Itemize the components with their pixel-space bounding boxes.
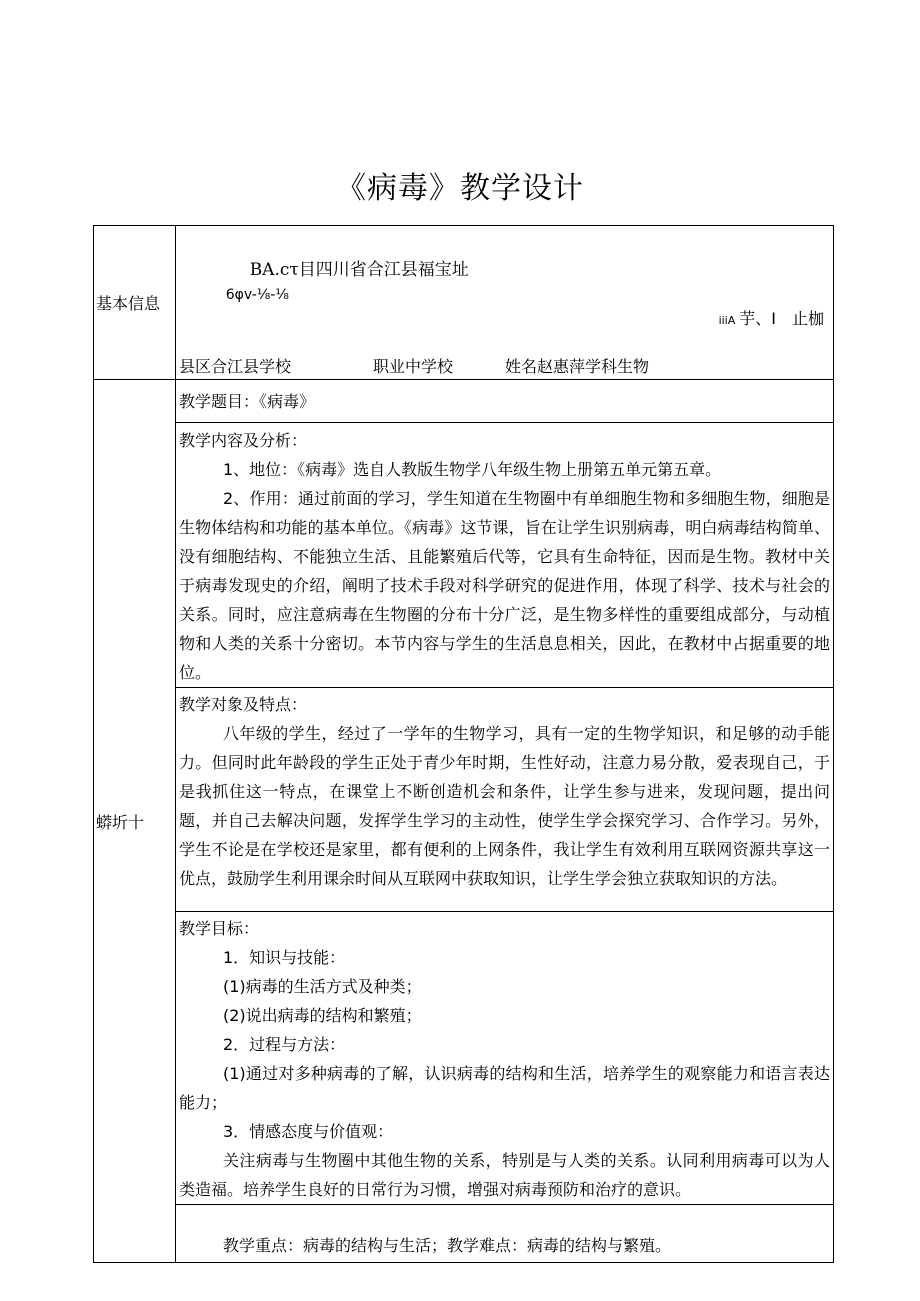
content-role: 2、作用：通过前面的学习，学生知道在生物圈中有单细胞生物和多细胞生物，细胞是生物体结构和功能的基本单位。《病毒》这节课，旨在让学生识别病毒，明白病毒结构简单、没有细胞结构、不能独立生活、且能繁殖后代等，它具有生命特征，因而是生物。教材中关于病毒发现史的介绍，阐明了技术手段对科学研究的促进作用，体现了科学、技术与社会的关系。同时，应注意病毒在生物圈的分布十分广泛，是生物多样性的重要组成部分，与动植物和人类的关系十分密切。本节内容与学生的生活息息相关，因此，在教材中占据重要的地位。 (179, 489, 830, 682)
topic-cell (176, 380, 834, 423)
knowledge-item-1: (1)病毒的生活方式及种类； (223, 977, 422, 996)
page-title: 《病毒》教学设计 (336, 171, 584, 206)
teacher-subject: 姓名赵惠萍学科生物 (505, 357, 650, 376)
content-analysis-cell (176, 423, 834, 688)
school-address: BA.cτ目四川省合江县福宝址 (249, 260, 469, 280)
objectives-heading: 教学目标： (179, 919, 260, 938)
address-code: 6φv-⅛-⅛ (225, 287, 289, 303)
students-text: 八年级的学生，经过了一学年的生物学习，具有一定的生物学知识，和足够的动手能力。但同时此年龄段的学生正处于青少年时期，生性好动，注意力易分散，爱表现自己，于是我抓住这一特点，在课堂上不断创造机会和条件，让学生参与进来，发现问题，提出问题，并自己去解决问题，发挥学生学习的主动性，使学生学会探究学习、合作学习。另外，学生不论是在学校还是家里，都有便利的上网条件，我让学生有效利用互联网资源共享这一优点，鼓励学生利用课余时间从互联网中获取知识，让学生学会独立获取知识的方法。 (179, 724, 830, 888)
emotion-title: 3．情感态度与价值观： (223, 1122, 394, 1141)
side-label: 蟒圻十 (94, 380, 176, 1263)
basic-info-right (719, 307, 824, 333)
basic-info-label: 基本信息 (94, 226, 176, 380)
basic-info-line-1 (179, 234, 830, 355)
basic-info-small-mark: iiiA (718, 314, 736, 327)
topic-row (94, 380, 834, 423)
county-school: 县区合江县学校 (179, 357, 292, 376)
objectives-row (94, 912, 834, 1205)
students-heading: 教学对象及特点： (179, 695, 308, 714)
key-points-row (94, 1205, 834, 1263)
basic-info-line-2 (179, 355, 830, 379)
knowledge-title: 1．知识与技能： (223, 948, 346, 967)
students-cell (176, 688, 834, 912)
content-analysis-row (94, 423, 834, 688)
process-title: 2．过程与方法： (223, 1035, 346, 1054)
knowledge-item-2: (2)说出病毒的结构和繁殖； (223, 1006, 422, 1025)
students-row (94, 688, 834, 912)
basic-info-row (94, 226, 834, 380)
key-points: 教学重点：病毒的结构与生活；教学难点：病毒的结构与繁殖。 (223, 1236, 672, 1255)
lesson-topic: 教学题目：《病毒》 (179, 392, 316, 411)
vocational-school: 职业中学校 (373, 357, 454, 376)
content-analysis-heading: 教学内容及分析： (179, 431, 308, 450)
process-item-1: (1)通过对多种病毒的了解，认识病毒的结构和生活，培养学生的观察能力和语言表达能力； (179, 1064, 830, 1112)
objectives-cell (176, 912, 834, 1205)
basic-info-right-text: 芋、I 止枷 (739, 309, 824, 328)
lesson-plan-table (93, 225, 834, 1263)
key-points-cell (176, 1205, 834, 1263)
content-position: 1、地位：《病毒》选自人教版生物学八年级生物上册第五单元第五章。 (223, 460, 722, 479)
emotion-item-1: 关注病毒与生物圈中其他生物的关系，特别是与人类的关系。认同利用病毒可以为人类造福。培养学生良好的日常行为习惯，增强对病毒预防和治疗的意识。 (179, 1151, 830, 1199)
basic-info-cell (176, 226, 834, 380)
